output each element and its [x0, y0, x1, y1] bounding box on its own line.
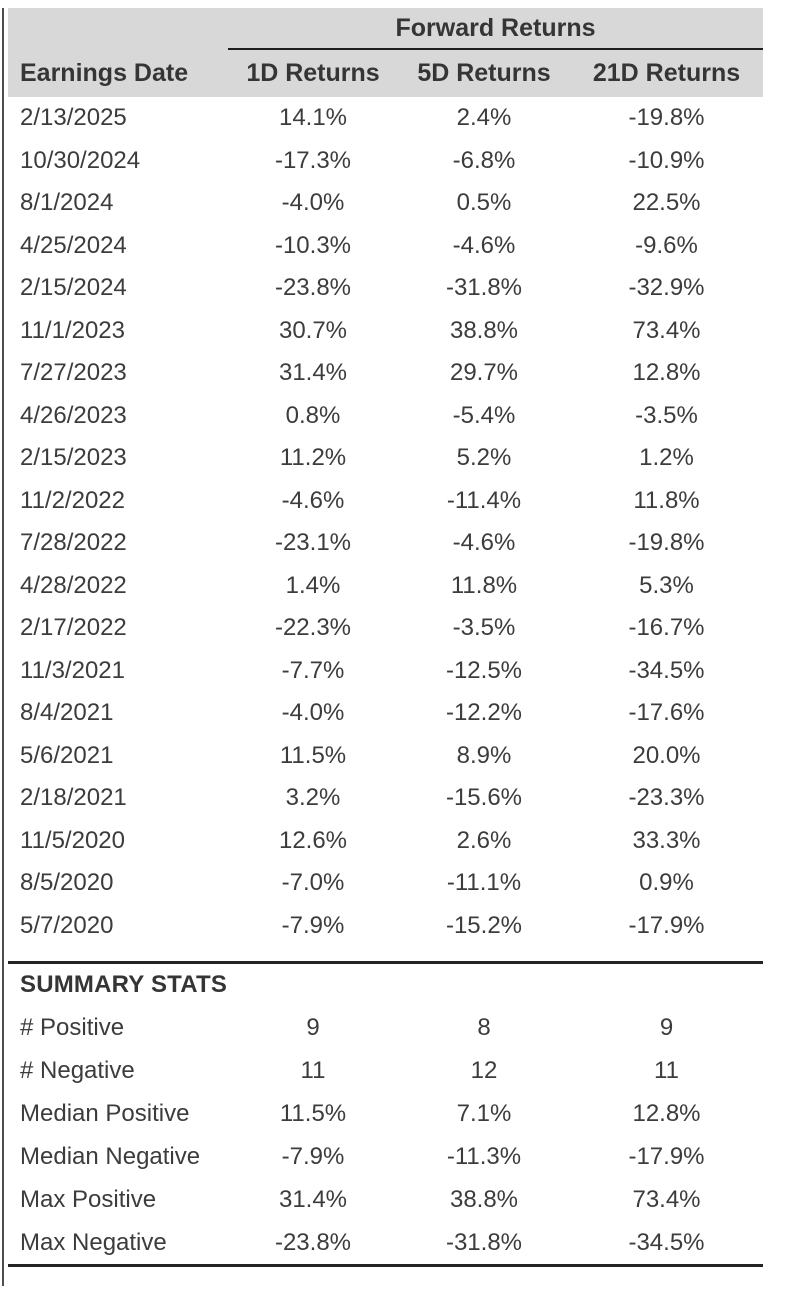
- return-value-cell: 33.3%: [632, 826, 701, 854]
- return-value-cell: -23.8%: [274, 274, 352, 302]
- earnings-date-cell: 4/26/2023: [20, 401, 127, 429]
- return-value-cell: -6.8%: [452, 146, 516, 174]
- return-value-cell: 30.7%: [278, 316, 348, 344]
- return-value-cell: -17.9%: [628, 911, 705, 939]
- earnings-date-cell: 11/1/2023: [20, 316, 125, 344]
- table-row: [8, 1135, 763, 1178]
- return-value-cell: 5.2%: [456, 444, 512, 472]
- table-row: [8, 1006, 763, 1049]
- table-row: [8, 225, 763, 268]
- earnings-date-cell: 10/30/2024: [20, 146, 141, 174]
- summary-stat-value: -11.3%: [446, 1142, 522, 1170]
- return-value-cell: -11.1%: [446, 869, 522, 897]
- return-value-cell: -23.1%: [274, 529, 352, 557]
- table-row: [8, 1049, 763, 1092]
- summary-stat-value: 9: [306, 1013, 320, 1041]
- return-value-cell: -17.3%: [274, 146, 352, 174]
- return-value-cell: -15.2%: [445, 911, 523, 939]
- summary-stat-value: 9: [659, 1013, 674, 1041]
- earnings-date-cell: 4/25/2024: [20, 231, 127, 259]
- column-header-1d-returns: 1D Returns: [246, 59, 380, 87]
- return-value-cell: -4.6%: [281, 486, 345, 514]
- return-value-cell: -12.2%: [445, 699, 523, 727]
- earnings-date-cell: 2/17/2022: [20, 614, 127, 642]
- return-value-cell: 0.9%: [639, 869, 694, 897]
- table-row: [8, 1178, 763, 1221]
- summary-stat-value: 7.1%: [456, 1099, 512, 1127]
- return-value-cell: -11.4%: [446, 486, 522, 514]
- table-row: [8, 607, 763, 650]
- table-row: [8, 97, 763, 140]
- summary-stat-label: Median Positive: [20, 1099, 190, 1127]
- return-value-cell: -12.5%: [445, 656, 523, 684]
- earnings-date-cell: 4/28/2022: [20, 571, 127, 599]
- table-row: [8, 395, 763, 438]
- return-value-cell: 2.4%: [456, 104, 512, 132]
- return-value-cell: 5.3%: [639, 571, 694, 599]
- return-value-cell: -3.5%: [452, 614, 516, 642]
- earnings-date-cell: 8/5/2020: [20, 869, 114, 897]
- return-value-cell: -34.5%: [628, 656, 705, 684]
- summary-stat-value: 12: [470, 1056, 498, 1084]
- return-value-cell: -4.0%: [281, 699, 345, 727]
- summary-stat-value: -34.5%: [628, 1228, 705, 1256]
- return-value-cell: 1.2%: [639, 444, 694, 472]
- earnings-date-cell: 5/6/2021: [20, 741, 114, 769]
- summary-stats-heading: SUMMARY STATS: [20, 971, 228, 998]
- return-value-cell: 2.6%: [456, 826, 512, 854]
- return-value-cell: -4.6%: [452, 231, 516, 259]
- return-value-cell: 29.7%: [449, 359, 519, 387]
- group-header-row: [8, 8, 763, 50]
- earnings-date-cell: 11/5/2020: [20, 826, 125, 854]
- table-row: [8, 1092, 763, 1135]
- return-value-cell: -16.7%: [628, 614, 705, 642]
- summary-stat-label: # Negative: [20, 1056, 135, 1084]
- forward-returns-group-header: Forward Returns: [228, 8, 763, 50]
- table-row: [8, 862, 763, 905]
- return-value-cell: -15.6%: [445, 784, 523, 812]
- return-value-cell: 38.8%: [449, 316, 519, 344]
- earnings-date-cell: 7/27/2023: [20, 359, 127, 387]
- return-value-cell: 20.0%: [632, 741, 701, 769]
- table-row: [8, 182, 763, 225]
- return-value-cell: 73.4%: [632, 316, 701, 344]
- earnings-date-cell: 5/7/2020: [20, 911, 114, 939]
- data-rows-section: [8, 97, 763, 947]
- return-value-cell: 11.5%: [279, 741, 347, 769]
- return-value-cell: -32.9%: [628, 274, 705, 302]
- forward-returns-table: [8, 8, 763, 1267]
- column-header-row: [8, 50, 763, 97]
- earnings-date-cell: 2/18/2021: [20, 784, 127, 812]
- return-value-cell: 14.1%: [278, 104, 348, 132]
- return-value-cell: 0.8%: [285, 401, 341, 429]
- return-value-cell: 11.2%: [279, 444, 347, 472]
- return-value-cell: 11.8%: [633, 486, 700, 514]
- earnings-date-cell: 11/2/2022: [20, 486, 125, 514]
- summary-stat-value: 73.4%: [632, 1185, 701, 1213]
- summary-stat-label: # Positive: [20, 1013, 125, 1041]
- table-row: [8, 352, 763, 395]
- table-row: [8, 905, 763, 948]
- return-value-cell: -7.0%: [281, 869, 345, 897]
- table-bottom-divider: [8, 1264, 763, 1267]
- return-value-cell: -4.0%: [281, 189, 345, 217]
- return-value-cell: -9.6%: [635, 231, 698, 259]
- summary-stat-label: Median Negative: [20, 1142, 201, 1170]
- return-value-cell: -31.8%: [445, 274, 523, 302]
- table-row: [8, 565, 763, 608]
- return-value-cell: 1.4%: [285, 571, 341, 599]
- section-gap: [8, 947, 763, 961]
- table-row: [8, 1221, 763, 1264]
- table-row: [8, 140, 763, 183]
- column-header-earnings-date: Earnings Date: [20, 59, 189, 87]
- summary-stat-value: 8: [477, 1013, 491, 1041]
- summary-rows-section: [8, 1006, 763, 1264]
- return-value-cell: -7.9%: [281, 911, 345, 939]
- summary-stat-value: -31.8%: [445, 1228, 523, 1256]
- summary-stat-value: 31.4%: [278, 1185, 348, 1213]
- column-header-5d-returns: 5D Returns: [417, 59, 551, 87]
- table-row: [8, 437, 763, 480]
- summary-stat-value: -7.9%: [281, 1142, 345, 1170]
- summary-stat-value: 11.5%: [279, 1099, 347, 1127]
- earnings-date-cell: 2/13/2025: [20, 104, 127, 132]
- return-value-cell: -3.5%: [635, 401, 698, 429]
- earnings-date-cell: 2/15/2023: [20, 444, 127, 472]
- table-row: [8, 650, 763, 693]
- earnings-date-cell: 8/1/2024: [20, 189, 114, 217]
- table-row: [8, 692, 763, 735]
- summary-stat-label: Max Negative: [20, 1228, 167, 1256]
- table-row: [8, 820, 763, 863]
- summary-stat-value: 38.8%: [449, 1185, 519, 1213]
- return-value-cell: 3.2%: [285, 784, 341, 812]
- return-value-cell: -5.4%: [452, 401, 516, 429]
- return-value-cell: -17.6%: [628, 699, 705, 727]
- column-header-21d-returns: 21D Returns: [592, 59, 741, 87]
- table-row: [8, 522, 763, 565]
- return-value-cell: -7.7%: [281, 656, 345, 684]
- return-value-cell: -10.3%: [274, 231, 352, 259]
- return-value-cell: -23.3%: [628, 784, 705, 812]
- table-row: [8, 777, 763, 820]
- return-value-cell: 12.8%: [632, 359, 701, 387]
- summary-stat-value: 11: [300, 1056, 326, 1084]
- return-value-cell: 11.8%: [450, 571, 518, 599]
- return-value-cell: 0.5%: [456, 189, 512, 217]
- summary-heading-row: [8, 964, 763, 1006]
- spreadsheet-area: [2, 8, 786, 1286]
- summary-stat-value: -17.9%: [628, 1142, 705, 1170]
- earnings-date-cell: 8/4/2021: [20, 699, 114, 727]
- return-value-cell: -19.8%: [628, 104, 705, 132]
- return-value-cell: -10.9%: [628, 146, 705, 174]
- return-value-cell: 12.6%: [278, 826, 348, 854]
- group-header-spacer-cell: [8, 8, 228, 50]
- return-value-cell: -22.3%: [274, 614, 352, 642]
- summary-stat-value: -23.8%: [274, 1228, 352, 1256]
- summary-stat-label: Max Positive: [20, 1185, 157, 1213]
- table-row: [8, 480, 763, 523]
- table-row: [8, 735, 763, 778]
- return-value-cell: -19.8%: [628, 529, 705, 557]
- earnings-date-cell: 7/28/2022: [20, 529, 127, 557]
- table-row: [8, 267, 763, 310]
- earnings-date-cell: 2/15/2024: [20, 274, 127, 302]
- return-value-cell: 8.9%: [456, 741, 512, 769]
- table-row: [8, 310, 763, 353]
- return-value-cell: 31.4%: [278, 359, 348, 387]
- summary-stat-value: 11: [654, 1056, 679, 1084]
- earnings-date-cell: 11/3/2021: [20, 656, 125, 684]
- return-value-cell: -4.6%: [452, 529, 516, 557]
- summary-stat-value: 12.8%: [632, 1099, 701, 1127]
- return-value-cell: 22.5%: [632, 189, 701, 217]
